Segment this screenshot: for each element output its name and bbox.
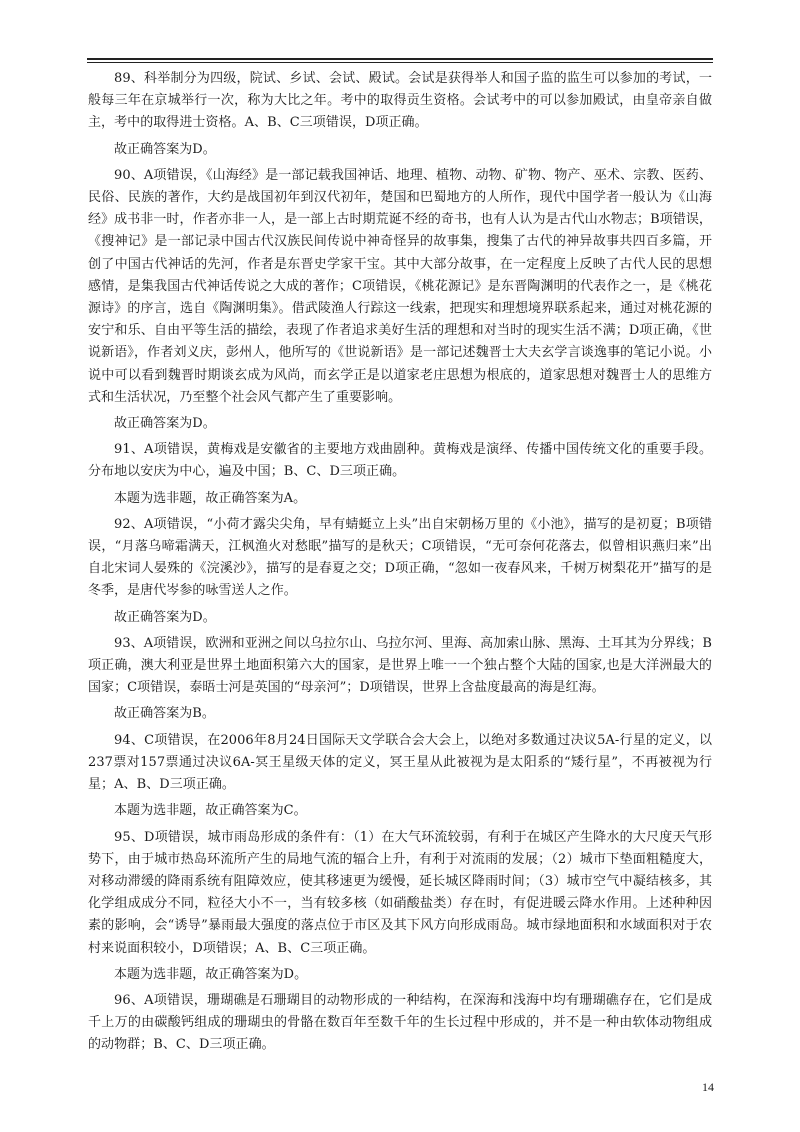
answer-89: 故正确答案为D。 — [114, 141, 216, 157]
paragraph-89: 89、科举制分为四级，院试、乡试、会试、殿试。会试是获得举人和国子监的监生可以参加的考试，一般每三年在京城举行一次，称为大比之年。考中的取得贡生资格。会试考中的可以参加殿试，由皇帝亲自做主，考中的取得进士资格。A、B、C三项错误，D项正确。 — [88, 71, 712, 131]
paragraph-91: 91、A项错误，黄梅戏是安徽省的主要地方戏曲剧种。黄梅戏是演绎、传播中国传统文化的重要手段。分布地以安庆为中心，遍及中国；B、C、D三项正确。 — [88, 442, 712, 480]
paragraph-96: 96、A项错误，珊瑚礁是石珊瑚目的动物形成的一种结构，在深海和浅海中均有珊瑚礁存在，它们是成千上万的由碳酸钙组成的珊瑚虫的骨骼在数百年至数千年的生长过程中形成的，并不是一种由软体动物组成的动物群；B、C、D三项正确。 — [88, 992, 712, 1053]
page-number: 14 — [702, 1080, 714, 1094]
answer-94: 本题为选非题，故正确答案为C。 — [114, 803, 307, 819]
paragraph-90: 90、A项错误，《山海经》是一部记载我国神话、地理、植物、动物、矿物、物产、巫术、宗教、医药、民俗、民族的著作，大约是战国初年到汉代初年，楚国和巴蜀地方的人所作，现代中国学者一般认为《山海经》成书非一时，作者亦非一人，是一部上古时期荒诞不经的奇书，也有人认为是古代山水物志；B项错误，《搜神记》是一部记录中国古代汉族民间传说中神奇怪异的故事集，搜集了古代的神异故事共四百多篇，开创了中国古代神话的先河，作者是东晋史学家干宝。其中大部分故事，在一定程度上反映了古代人民的思想感情，是集我国古代神话传说之大成的著作；C项错误，《桃花源记》是东晋陶渊明的代表作之一，是《桃花源诗》的序言，选自《陶渊明集》。借武陵渔人行踪这一线索，把现实和理想境界联系起来，通过对桃花源的安宁和乐、自由平等生活的描绘，表现了作者追求美好生活的理想和对当时的现实生活不满；D项正确，《世说新语》，作者刘义庆，彭州人，他所写的《世说新语》是一部记述魏晋士大夫玄学言谈逸事的笔记小说。小说中可以看到魏晋时期谈玄成为风尚，而玄学正是以道家老庄思想为根底的，道家思想对魏晋士人的思维方式和生活状况，乃至整个社会风气都产生了重要影响。 — [88, 167, 712, 405]
header-rule-thick — [87, 58, 713, 60]
paragraph-93: 93、A项错误，欧洲和亚洲之间以乌拉尔山、乌拉尔河、里海、高加索山脉、黑海、土耳其为分界线；B项正确，澳大利亚是世界土地面积第六大的国家，是世界上唯一一个独占整个大陆的国家,也是大洋洲最大的国家；C项错误，泰晤士河是英国的“母亲河”；D项错误，世界上含盐度最高的海是红海。 — [88, 635, 712, 696]
paragraph-95: 95、D项错误，城市雨岛形成的条件有：（1）在大气环流较弱，有利于在城区产生降水的大尺度天气形势下，由于城市热岛环流所产生的局地气流的辐合上升，有利于对流雨的发展；（2）城市下垫面粗糙度大，对移动滞缓的降雨系统有阻障效应，使其移速更为缓慢，延长城区降雨时间；（3）城市空气中凝结核多，其化学组成成分不同，粒径大小不一，当有较多核（如硝酸盐类）存在时，有促进暖云降水作用。上述种种因素的影响，会“诱导”暴雨最大强度的落点位于市区及其下风方向形成雨岛。城市绿地面积和水域面积对于农村来说面积较小，D项错误；A、B、C三项正确。 — [88, 829, 712, 956]
paragraph-92: 92、A项错误，“小荷才露尖尖角，早有蜻蜓立上头”出自宋朝杨万里的《小池》，描写的是初夏；B项错误，“月落乌啼霜满天，江枫渔火对愁眠”描写的是秋天；C项错误，“无可奈何花落去，似曾相识燕归来”出自北宋词人晏殊的《浣溪沙》，描写的是春夏之交；D项正确，“忽如一夜春风来，千树万树梨花开”描写的是冬季，是唐代岑参的咏雪送人之作。 — [88, 516, 712, 599]
answer-93: 故正确答案为B。 — [114, 706, 215, 722]
answer-95: 本题为选非题，故正确答案为D。 — [114, 966, 308, 982]
answer-92: 故正确答案为D。 — [114, 609, 216, 625]
header-rule-thin — [87, 62, 713, 63]
answer-91: 本题为选非题，故正确答案为A。 — [114, 490, 307, 506]
document-body — [88, 68, 712, 1061]
answer-90: 故正确答案为D。 — [114, 416, 216, 432]
paragraph-94: 94、C项错误，在2006年8月24日国际天文学联合会大会上，以绝对多数通过决议5A-行星的定义，以237票对157票通过决议6A-冥王星级天体的定义，冥王星从此被视为是太阳系的“矮行星”，不再被视为行星；A、B、D三项正确。 — [88, 732, 712, 793]
